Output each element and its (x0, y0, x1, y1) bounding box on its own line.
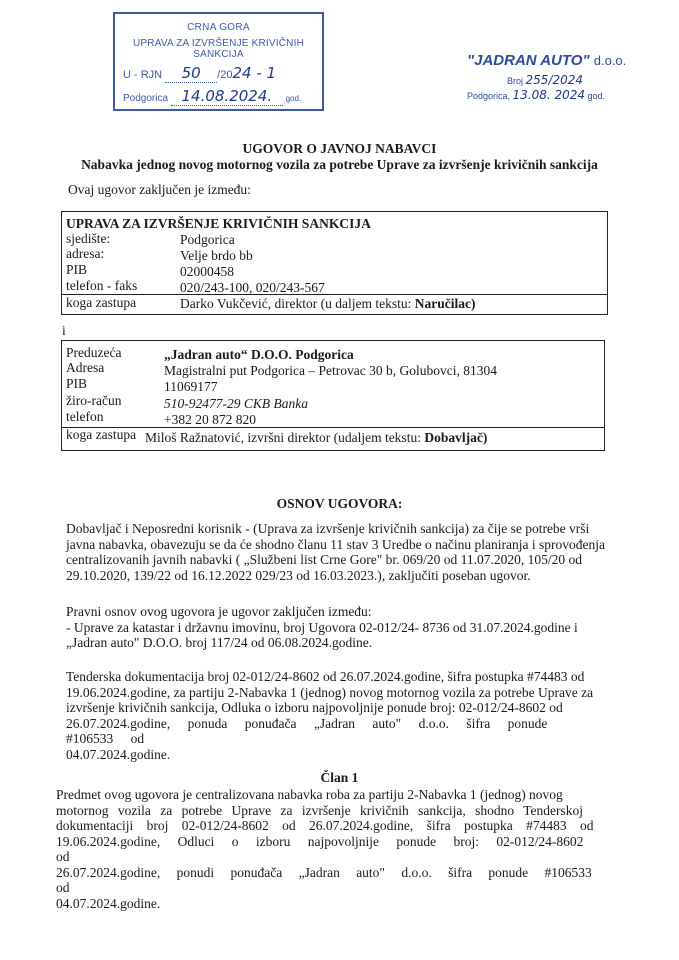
party1-value-seat: Podgorica (180, 232, 235, 247)
party2-value-company: „Jadran auto“ D.O.O. Podgorica (164, 347, 354, 362)
p4-line: Predmet ovog ugovora je centralizovana nabavka roba za partiju 2-Nabavka 1 (jednog) novog (56, 787, 563, 802)
party2-representative (145, 430, 487, 446)
stamp-reference (123, 64, 276, 83)
party1-value-address: Velje brdo bb (180, 248, 253, 263)
supplier-header (467, 52, 677, 102)
party2-label-address: Adresa (66, 360, 105, 375)
paragraph-legal-basis (66, 604, 612, 651)
party2-value-account: 510-92477-29 CKB Banka (164, 396, 308, 411)
document-subtitle: Nabavka jednog novog motornog vozila za potrebe Uprave za izvršenje krivičnih sankcija (81, 157, 598, 172)
party2-label-account: žiro-račun (66, 393, 122, 408)
p3-line (66, 716, 612, 747)
party1-representative (180, 296, 475, 312)
party1-name: UPRAVA ZA IZVRŠENJE KRIVIČNIH SANKCIJA (66, 216, 371, 231)
stamp-ref-prefix: U - RJN (123, 69, 163, 81)
party-contracting-authority (61, 211, 608, 315)
stamp-institution: UPRAVA ZA IZVRŠENJE KRIVIČNIH SANKCIJA (132, 38, 305, 60)
party2-value-phone: +382 20 872 820 (164, 412, 256, 427)
party1-value-pib: 02000458 (180, 264, 234, 279)
stamp-date-row (123, 87, 301, 106)
party-supplier (61, 340, 605, 451)
paragraph-basis (66, 521, 612, 583)
paragraph-article-1 (56, 787, 610, 911)
p2-line: „Jadran auto" D.O.O. broj 117/24 od 06.08.2024.godine. (66, 635, 373, 650)
p3-line: izvršenje krivičnih sankcija, Odluka o izboru najpovoljnije ponude broj: 02-012/24-8602 od (66, 700, 563, 715)
stamp-god: god. (285, 94, 302, 103)
p4-line: 04.07.2024.godine. (56, 895, 161, 911)
supplier-place: Podgorica, (467, 91, 511, 101)
party2-label-representative: koga zastupa (66, 427, 137, 442)
supplier-name: "JADRAN AUTO" (467, 52, 590, 69)
article-1-title: Član 1 (320, 770, 359, 785)
party1-label-pib: PIB (66, 262, 88, 277)
p1-line: centralizovanih javnih nabavki ( „Službeni list Crne Gore" br. 069/20 od 11.07.2020, 105/20 od (66, 552, 583, 567)
p4-line: 19.06.2024.godine, Odluci o izboru najpovoljnije ponude broj: 02-012/24-8602 od (56, 833, 584, 864)
stamp-ref-number: 50 (181, 64, 201, 82)
party2-rep-role: Dobavljač) (424, 430, 488, 445)
supplier-number-value: 255/2024 (525, 73, 584, 87)
p1-line: javna nabavka, obavezuju se da će shodno članu 11 stav 3 Uredbe o načinu planiranja i sprovođenja (66, 536, 605, 552)
party1-label-seat: sjedište: (66, 231, 111, 246)
party1-label-phone: telefon - faks (66, 278, 138, 293)
party2-value-pib: 11069177 (164, 379, 218, 394)
p3-line: Tenderska dokumentacija broj 02-012/24-8602 od 26.07.2024.godine, šifra postupka #74483 od (66, 669, 585, 684)
p2-line: - Uprave za katastar i državnu imovinu, broj Ugovora 02-012/24- 8736 od 31.07.2024.godine i (66, 619, 578, 635)
stamp-place: Podgorica (123, 93, 169, 104)
p3-line: 04.07.2024.godine. (66, 746, 171, 762)
stamp-ref-year: 24 - 1 (232, 64, 277, 82)
supplier-date-value: 13.08. 2024 (512, 88, 586, 102)
supplier-suffix: d.o.o. (593, 53, 627, 68)
p4-line: 26.07.2024.godine, ponudi ponuđača „Jadran auto" d.o.o. šifra ponude #106533 od (56, 864, 592, 895)
party2-label-phone: telefon (66, 409, 104, 424)
party2-label-company: Preduzeća (66, 345, 122, 360)
supplier-god: god. (587, 91, 606, 101)
p3-line-spread: 26.07.2024.godine, ponuda ponuđača „Jadran auto" d.o.o. šifra ponude #106533 od (66, 715, 548, 746)
supplier-number-label: Broj (507, 76, 524, 86)
registry-stamp (113, 12, 324, 111)
stamp-ref-year-prefix: /20 (217, 69, 233, 81)
party2-rep-text: Miloš Ražnatović, izvršni direktor (udaljem tekstu: (145, 430, 425, 445)
section-basis-title: OSNOV UGOVORA: (276, 496, 403, 511)
p3-line: 19.06.2024.godine, za partiju 2-Nabavka 1 (jednog) novog motornog vozila za potrebe Uprave za (66, 684, 594, 700)
party1-rep-text: Darko Vukčević, direktor (u daljem tekstu: (180, 296, 415, 311)
p2-line: Pravni osnov ovog ugovora je ugovor zaključen između: (66, 604, 372, 619)
party1-label-address: adresa: (66, 246, 105, 261)
intro-text: Ovaj ugovor zaključen je između: (68, 182, 251, 197)
conjunction-and: i (62, 323, 66, 338)
supplier-number-row (467, 73, 677, 87)
stamp-date: 14.08.2024. (181, 87, 273, 105)
p1-line: 29.10.2020, 139/22 od 16.12.2022 029/23 od 16.03.2023.), zaključiti poseban ugovor. (66, 567, 531, 583)
p4-line: motornog vozila za potrebe Uprave za izvršenje krivičnih sankcija, shodno Tenderskoj (56, 802, 584, 818)
supplier-name-row (467, 52, 677, 69)
party2-value-address: Magistralni put Podgorica – Petrovac 30 b, Golubovci, 81304 (164, 363, 497, 378)
party1-label-representative: koga zastupa (66, 295, 137, 310)
party2-label-pib: PIB (66, 376, 88, 391)
p4-line: dokumentaciji broj 02-012/24-8602 od 26.07.2024.godine, šifra postupka #74483 od (56, 818, 594, 833)
party1-value-phone: 020/243-100, 020/243-567 (180, 280, 325, 295)
party1-rep-role: Naručilac) (414, 296, 476, 311)
supplier-date-row (467, 88, 677, 102)
paragraph-tender (66, 669, 612, 762)
p1-line: Dobavljač i Neposredni korisnik - (Uprava za izvršenje krivičnih sankcija) za čije se potrebe vrši (66, 521, 590, 536)
document-title: UGOVOR O JAVNOJ NABAVCI (242, 141, 437, 156)
stamp-country: CRNA GORA (187, 22, 250, 33)
